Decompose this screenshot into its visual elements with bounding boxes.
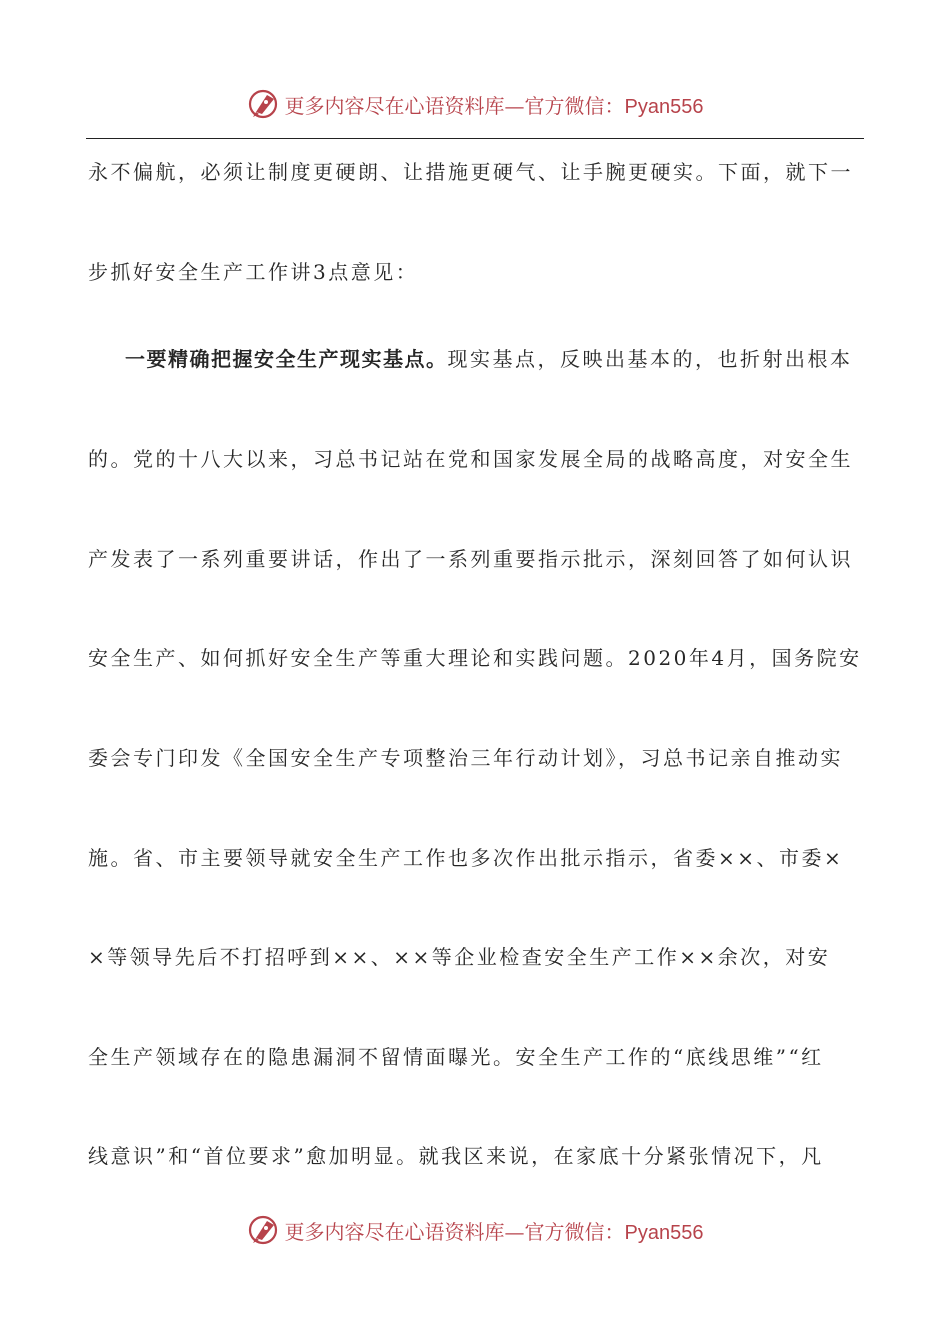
body-line-5: 产发表了一系列重要讲话，作出了一系列重要指示批示，深刻回答了如何认识 xyxy=(88,547,853,571)
body-line-2: 步抓好安全生产工作讲3点意见： xyxy=(88,260,419,284)
body-line-6: 安全生产、如何抓好安全生产等重大理论和实践问题。2020年4月，国务院安 xyxy=(88,646,862,670)
body-line-8: 施。省、市主要领导就安全生产工作也多次作出批示指示，省委××、市委× xyxy=(88,846,844,870)
watermark-text: 更多内容尽在心语资料库—官方微信： xyxy=(284,1219,625,1244)
header-divider xyxy=(86,138,864,139)
body-line-1: 永不偏航，必须让制度更硬朗、让措施更硬气、让手腕更硬实。下面，就下一 xyxy=(88,160,853,184)
point-one-paragraph xyxy=(125,345,895,373)
pen-nib-icon xyxy=(247,87,281,121)
body-line-11: 线意识”和“首位要求”愈加明显。就我区来说，在家底十分紧张情况下，凡 xyxy=(88,1144,824,1168)
body-line-4: 的。党的十八大以来，习总书记站在党和国家发展全局的战略高度，对安全生 xyxy=(88,447,853,471)
body-line-10: 全生产领域存在的隐患漏洞不留情面曝光。安全生产工作的“底线思维”“红 xyxy=(88,1045,824,1069)
wechat-id: Pyan556 xyxy=(624,1221,704,1244)
point-one-heading: 一要精确把握安全生产现实基点。 xyxy=(125,347,448,371)
body-line-9: ×等领导先后不打招呼到××、××等企业检查安全生产工作××余次，对安 xyxy=(88,945,831,969)
wechat-id: Pyan556 xyxy=(624,95,704,118)
pen-nib-icon xyxy=(247,1213,281,1247)
point-one-text: 现实基点，反映出基本的，也折射出根本 xyxy=(447,347,853,371)
header-watermark xyxy=(0,84,950,124)
body-line-7: 委会专门印发《全国安全生产专项整治三年行动计划》，习总书记亲自推动实 xyxy=(88,746,843,770)
watermark-text: 更多内容尽在心语资料库—官方微信： xyxy=(284,93,625,118)
footer-watermark xyxy=(0,1210,950,1250)
